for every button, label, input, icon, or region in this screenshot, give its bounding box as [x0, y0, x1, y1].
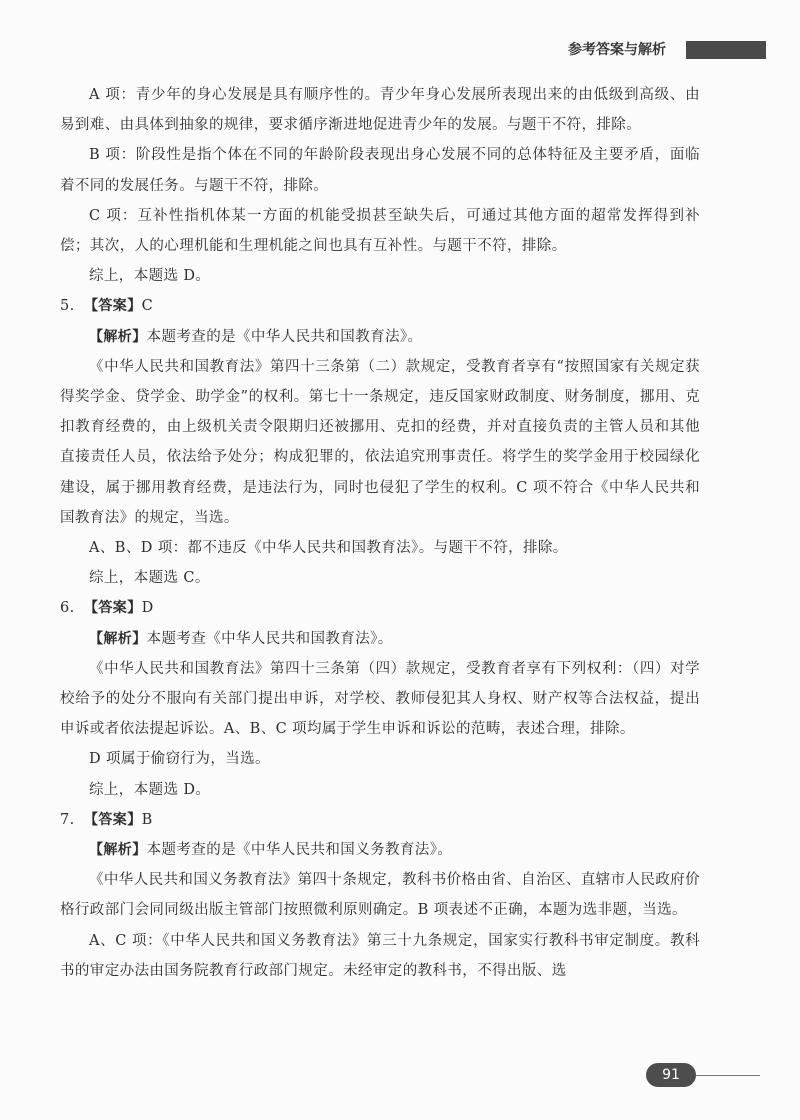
page-header — [0, 38, 800, 62]
q6-answer-line — [60, 593, 700, 623]
q7-analysis: 本题考查的是《中华人民共和国义务教育法》。 — [146, 842, 453, 859]
q4-summary: 综上，本题选 D。 — [89, 268, 211, 285]
q5-number: 5. — [60, 298, 75, 315]
q5-paragraph-1: 《中华人民共和国教育法》第四十三条第（二）款规定，受教育者享有“按照国家有关规定获得奖学金、贷学金、助学金”的权利。第七十一条规定，违反国家财政制度、财务制度，挪用、克扣教育经费的，由上级机关责令限期归还被挪用、克扣的经费，并对直接负责的主管人员和其他直接责任人员，依法给予处分；构成犯罪的，依法追究刑事责任。将学生的奖学金用于校园绿化建设，属于挪用教育经费，是违法行为，同时也侵犯了学生的权利。C 项不符合《中华人民共和国教育法》的规定，当选。 — [60, 358, 700, 526]
footer-rule — [696, 1075, 760, 1076]
q7-paragraph-1: 《中华人民共和国义务教育法》第四十条规定，教科书价格由省、自治区、直辖市人民政府价格行政部门会同同级出版主管部门按照微利原则确定。B 项表述不正确，本题为选非题，当选。 — [60, 872, 700, 919]
page-number-badge — [646, 1063, 696, 1087]
page-body — [60, 80, 700, 986]
q5-answer-line — [60, 291, 700, 321]
q6-analysis: 本题考查《中华人民共和国教育法》。 — [146, 630, 393, 647]
q7-analysis-line — [60, 835, 700, 865]
q7-answer-line — [60, 805, 700, 835]
q5-answer-tag: 【答案】 — [84, 298, 142, 315]
page-number: 91 — [662, 1067, 680, 1083]
header-bar — [686, 41, 766, 59]
q5-paragraph-2: A、B、D 项：都不违反《中华人民共和国教育法》。与题干不符，排除。 — [89, 540, 568, 557]
q6-answer-tag: 【答案】 — [84, 600, 142, 617]
q6-paragraph-2: D 项属于偷窃行为，当选。 — [89, 751, 270, 768]
q7-answer: B — [141, 811, 153, 828]
q6-number: 6. — [60, 600, 75, 617]
q6-analysis-line — [60, 624, 700, 654]
option-a-paragraph: A 项：青少年的身心发展是具有顺序性的。青少年身心发展所表现出来的由低级到高级、由易到难、由具体到抽象的规律，要求循序渐进地促进青少年的发展。与题干不符，排除。 — [60, 87, 700, 134]
q7-analysis-tag: 【解析】 — [89, 842, 147, 859]
q6-paragraph-1: 《中华人民共和国教育法》第四十三条第（四）款规定，受教育者享有下列权利：（四）对学校给予的处分不服向有关部门提出申诉，对学校、教师侵犯其人身权、财产权等合法权益，提出申诉或者依法提起诉讼。A、B、C 项均属于学生申诉和诉讼的范畴，表述合理，排除。 — [60, 660, 700, 738]
q6-summary: 综上，本题选 D。 — [89, 781, 211, 798]
q6-answer: D — [141, 600, 154, 617]
q7-answer-tag: 【答案】 — [84, 811, 142, 828]
q5-analysis: 本题考查的是《中华人民共和国教育法》。 — [146, 328, 423, 345]
q5-analysis-line — [60, 322, 700, 352]
q5-answer: C — [141, 298, 154, 315]
q5-analysis-tag: 【解析】 — [89, 328, 147, 345]
q7-number: 7. — [60, 811, 75, 828]
section-title: 参考答案与解析 — [568, 42, 666, 58]
q6-analysis-tag: 【解析】 — [89, 630, 147, 647]
q7-paragraph-2: A、C 项：《中华人民共和国义务教育法》第三十九条规定，国家实行教科书审定制度。教科书的审定办法由国务院教育行政部门规定。未经审定的教科书，不得出版、选 — [60, 932, 700, 979]
option-c-paragraph: C 项：互补性指机体某一方面的机能受损甚至缺失后，可通过其他方面的超常发挥得到补偿；其次，人的心理机能和生理机能之间也具有互补性。与题干不符，排除。 — [60, 207, 700, 255]
q5-summary: 综上，本题选 C。 — [89, 570, 210, 587]
option-b-paragraph: B 项：阶段性是指个体在不同的年龄阶段表现出身心发展不同的总体特征及主要矛盾，面临着不同的发展任务。与题干不符，排除。 — [60, 147, 700, 194]
